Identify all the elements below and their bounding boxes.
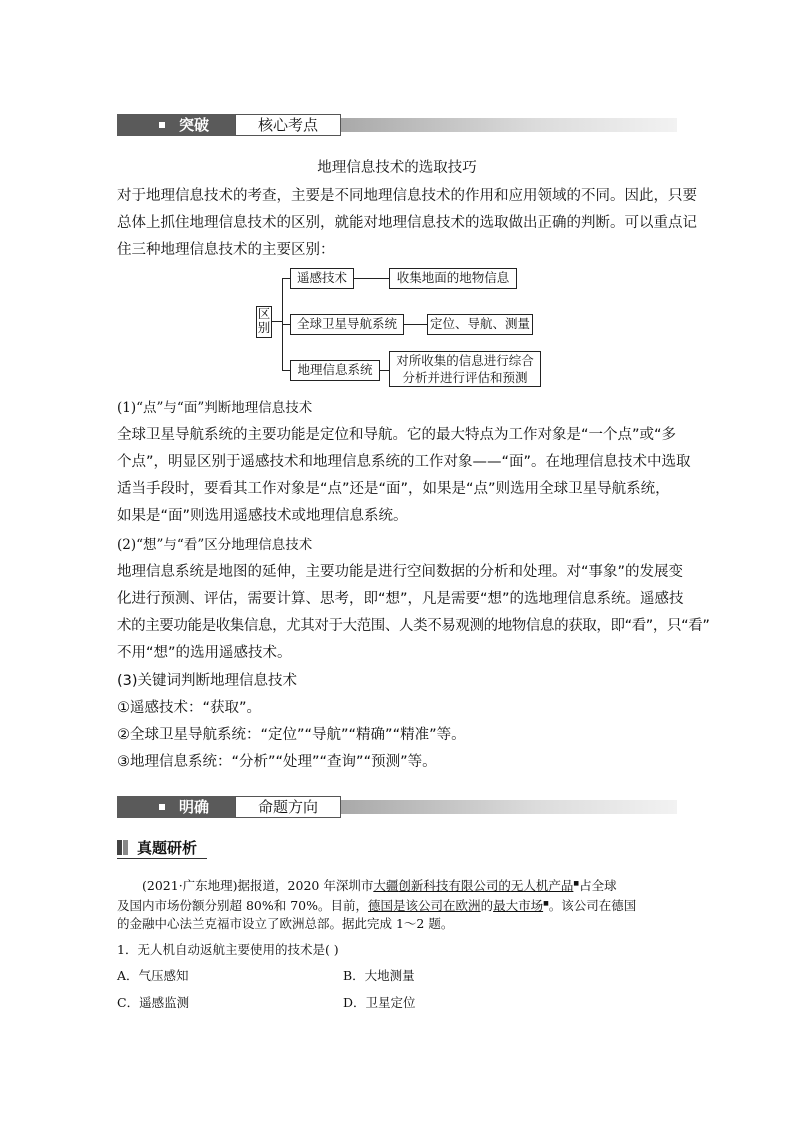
tech-label: 全球卫星导航系统 [296,316,397,331]
underlined-text: 大疆 [373,878,399,894]
tech-label: 地理信息系统 [297,362,373,377]
section-light-label: 核心考点 [235,114,341,136]
paragraph-line: 个点”，明显区别于遥感技术和地理信息系统的工作对象——“面”。在地理信息技术中选取 [117,454,691,470]
diagram-tech-box [290,360,380,381]
text-span: 的 [480,898,494,914]
diagram-root-box [256,306,272,338]
connector-line [403,324,427,325]
paragraph-line: 全球卫星导航系统的主要功能是定位和导航。它的最大特点为工作对象是“一个点”或“多 [117,427,677,443]
desc-label: 定位、导航、测量 [429,316,530,331]
underlined-text: 无人机产品 [510,878,574,894]
intro-line: 住三种地理信息技术的主要区别： [117,242,335,258]
diagram-root-label: 区别 [257,306,271,335]
text-span: 占全球 [579,878,617,894]
section-light-label: 命题方向 [235,796,341,818]
research-label [117,837,207,859]
option-c[interactable]: C．遥感监测 [117,995,190,1010]
paragraph-line: 地理信息系统是地图的延伸，主要功能是进行空间数据的分析和处理。对“事象”的发展变 [117,564,684,580]
underlined-text: 在欧洲 [443,898,481,914]
keyword-item: ②全球卫星导航系统：“定位”“导航”“精确”“精准”等。 [117,727,466,743]
desc-label: 对所收集的信息进行综合 [396,353,534,368]
connector-line [379,370,389,371]
desc-label: 分析并进行评估和预测 [402,370,528,385]
text-span: 。该公司在德国 [548,898,637,914]
keyword-item: ③地理信息系统：“分析”“处理”“查询”“预测”等。 [117,754,437,770]
intro-line: 对于地理信息技术的考查，主要是不同地理信息技术的作用和应用领域的不同。因此，只要 [117,188,697,204]
question-intro-line: 的金融中心法兰克福市设立了欧洲总部。据此完成 1～2 题。 [117,916,454,931]
tech-label: 遥感技术 [296,270,347,285]
page-title: 地理信息技术的选取技巧 [317,160,477,176]
underlined-text: 最大市场 [493,898,544,914]
label-marker-icon [123,840,128,855]
diagram-tech-box [290,314,404,335]
text-span: 及国内市场份额分别超 80%和 70%。目前， [117,898,369,914]
question-stem: 1．无人机自动返航主要使用的技术是( ) [117,942,339,957]
diagram-desc-box [389,351,541,387]
section-dark-tab [117,796,235,818]
note-mark-icon: ■ [543,900,549,907]
research-label-text: 真题研析 [137,839,198,857]
underlined-text: 有限公司的 [448,878,511,894]
option-b[interactable]: B．大地测量 [343,968,415,983]
comparison-diagram [0,0,794,400]
note-mark-icon: ■ [573,880,580,887]
label-underline [117,858,207,859]
question-intro-line [142,874,617,896]
section-header-direction [117,796,677,818]
keyword-item: ①遥感技术：“获取”。 [117,700,262,716]
underlined-text: 该公司 [405,898,444,914]
intro-line: 总体上抓住地理信息技术的区别，就能对地理信息技术的选取做出正确的判断。可以重点记 [117,215,697,231]
diagram-tech-box [290,268,354,289]
paragraph-line: 适当手段时，要看其工作对象是“点”还是“面”，如果是“点”则选用全球卫星导航系统， [117,481,670,497]
option-a[interactable]: A．气压感知 [117,968,189,983]
connector-line [282,370,290,371]
paragraph-heading: (2)“想”与“看”区分地理信息技术 [117,537,313,553]
diagram-desc-box [389,268,517,289]
section-dark-label: 突破 [179,116,210,134]
paragraph-heading: (1)“点”与“面”判断地理信息技术 [117,400,313,416]
underlined-text: 德国是 [368,898,406,914]
label-marker-icon [117,840,122,855]
underlined-text: 创新科技 [398,878,449,894]
connector-line [353,278,389,279]
text-span: (2021·广东地理)据报道，2020 年深圳市 [142,878,374,894]
connector-line [282,324,290,325]
connector-line [282,278,290,279]
desc-label: 收集地面的地物信息 [396,270,510,285]
diagram-desc-box [427,314,533,335]
section-dark-label: 明确 [179,798,210,816]
paragraph-line: 如果是“面”则选用遥感技术或地理信息系统。 [117,508,408,524]
paragraph-heading: (3)关键词判断地理信息技术 [117,673,298,689]
paragraph-line: 化进行预测、评估，需要计算、思考，即“想”，凡是需要“想”的选地理信息系统。遥感技 [117,591,684,607]
question-intro-line [117,894,636,916]
paragraph-line: 不用“想”的选用遥感技术。 [117,645,292,661]
paragraph-line: 术的主要功能是收集信息，尤其对于大范围、人类不易观测的地物信息的获取，即“看”，只“看” [117,618,710,634]
connector-line [272,321,282,322]
option-d[interactable]: D．卫星定位 [343,995,416,1010]
square-bullet-icon [159,804,165,810]
